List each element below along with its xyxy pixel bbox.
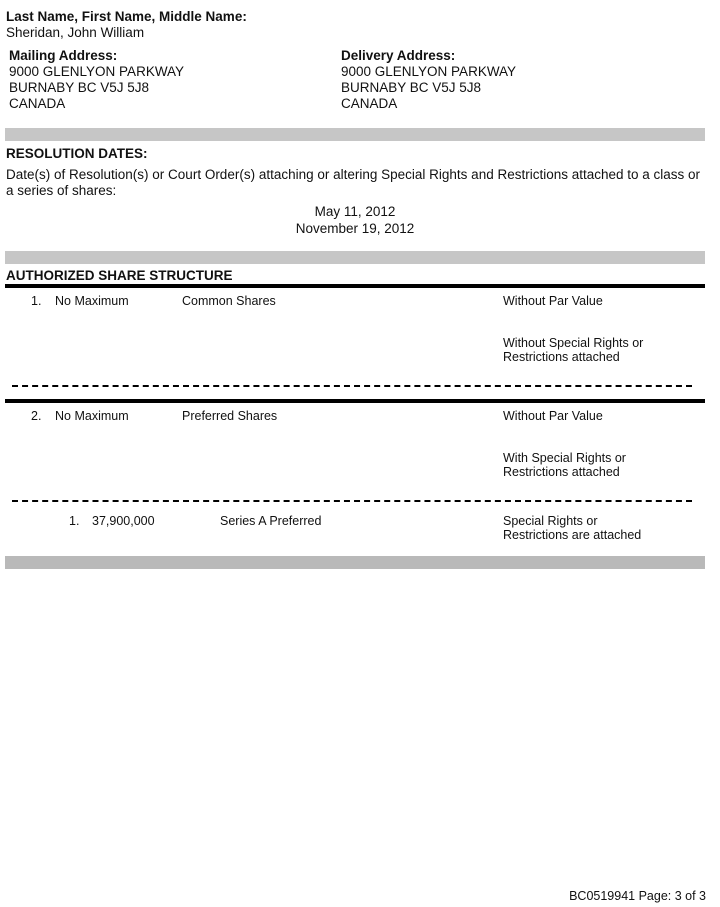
class-rights: [503, 336, 643, 364]
series-rights: [503, 514, 641, 542]
section-divider: [5, 251, 705, 264]
resolution-heading: RESOLUTION DATES:: [6, 146, 148, 161]
class-rights-line: Restrictions attached: [503, 350, 620, 364]
class-par-value: Without Par Value: [503, 409, 603, 423]
resolution-description-line: a series of shares:: [6, 183, 117, 198]
class-rights-line: Restrictions attached: [503, 465, 620, 479]
class-rights-line: With Special Rights or: [503, 451, 626, 465]
dashed-separator: [12, 500, 692, 502]
mailing-address-label: Mailing Address:: [9, 48, 118, 63]
series-rights-line: Special Rights or: [503, 514, 598, 528]
series-maximum: 37,900,000: [92, 514, 155, 528]
delivery-address-line: 9000 GLENLYON PARKWAY: [341, 64, 517, 79]
mailing-address-block: [9, 48, 184, 112]
mailing-address-line: BURNABY BC V5J 5J8: [9, 80, 150, 95]
dashed-separator: [12, 385, 692, 387]
delivery-address-line: BURNABY BC V5J 5J8: [341, 80, 482, 95]
name-label: Last Name, First Name, Middle Name:: [6, 9, 247, 24]
class-maximum: No Maximum: [55, 294, 129, 308]
class-par-value: Without Par Value: [503, 294, 603, 308]
series-number: 1.: [69, 514, 80, 528]
series-rights-line: Restrictions are attached: [503, 528, 642, 542]
delivery-address-block: [341, 48, 516, 112]
class-rights-line: Without Special Rights or: [503, 336, 644, 350]
section-divider: [5, 128, 705, 141]
delivery-address-label: Delivery Address:: [341, 48, 456, 63]
series-name: Series A Preferred: [220, 514, 322, 528]
class-name: Common Shares: [182, 294, 276, 308]
class-rule: [5, 284, 705, 288]
class-number: 2.: [31, 409, 42, 423]
section-divider: [5, 556, 705, 569]
resolution-description-line: Date(s) of Resolution(s) or Court Order(s) attaching or altering Special Rights and Restrictions attached to a class or: [6, 167, 701, 182]
class-maximum: No Maximum: [55, 409, 129, 423]
class-rights: [503, 451, 626, 479]
name-value: Sheridan, John William: [6, 25, 145, 40]
class-name: Preferred Shares: [182, 409, 278, 423]
class-number: 1.: [31, 294, 42, 308]
mailing-address-line: 9000 GLENLYON PARKWAY: [9, 64, 185, 79]
delivery-address-line: CANADA: [341, 96, 398, 111]
mailing-address-line: CANADA: [9, 96, 66, 111]
resolution-date: May 11, 2012: [314, 204, 396, 219]
page-footer: BC0519941 Page: 3 of 3: [569, 889, 706, 903]
share-structure-heading: AUTHORIZED SHARE STRUCTURE: [6, 268, 233, 283]
resolution-date: November 19, 2012: [295, 221, 415, 236]
resolution-description: [6, 167, 711, 199]
class-rule: [5, 399, 705, 403]
